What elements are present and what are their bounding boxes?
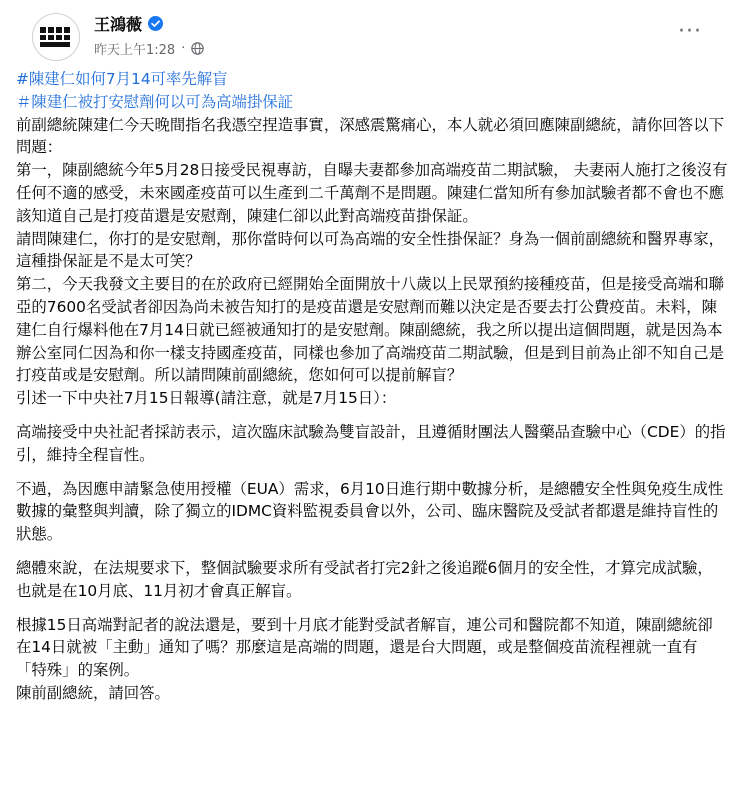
meta-separator: · <box>181 41 186 56</box>
post-meta <box>94 39 204 58</box>
post-header <box>16 0 725 68</box>
post-body <box>16 68 728 705</box>
paragraph-gap <box>16 546 728 557</box>
post-paragraph: 前副總統陳建仁今天晚間指名我憑空捏造事實，深感震驚痛心，本人就必須回應陳副總統，請你回答以下問題： <box>16 115 724 157</box>
author-name[interactable]: 王鴻薇 <box>94 15 143 34</box>
quote-paragraph: 不過，為因應申請緊急使用授權（EUA）需求，6月10日進行期中數據分析，是總體安全性與免疫生成性數據的彙整與判讀，除了獨立的IDMC資料監視委員會以外，公司、臨床醫院及受試者都還是維持盲性的狀態。 <box>16 479 724 544</box>
post-paragraph: 引述一下中央社7月15日報導(請注意，就是7月15日）： <box>16 389 397 408</box>
more-options-button[interactable]: ··· <box>678 18 702 44</box>
quote-paragraph: 根據15日高端對記者的說法還是，要到十月底才能對受試者解盲，連公司和醫院都不知道，陳副總統卻在14日就被「主動」通知了嗎？那麼這是高端的問題，還是台大問題，或是整個疫苗流程裡就一直有「特殊」的案例。 <box>16 615 713 680</box>
avatar-logo-icon <box>39 25 73 49</box>
author-avatar[interactable] <box>32 13 80 61</box>
quote-paragraph: 總體來說，在法規要求下，整個試驗要求所有受試者打完2針之後追蹤6個月的安全性，才算完成試驗，也就是在10月底、11月初才會真正解盲。 <box>16 558 713 600</box>
post-paragraph: 請問陳建仁，你打的是安慰劑，那你當時何以可為高端的安全性掛保証？身為一個前副總統和醫界專家，這種掛保証是不是太可笑？ <box>16 229 724 271</box>
quote-paragraph: 高端接受中央社記者採訪表示，這次臨床試驗為雙盲設計，且遵循財團法人醫藥品查驗中心（CDE）的指引，維持全程盲性。 <box>16 422 726 464</box>
paragraph-gap <box>16 410 728 421</box>
hashtag-link[interactable]: #陳建仁如何7月14可率先解盲 <box>16 70 228 88</box>
post-paragraph: 第一，陳副總統今年5月28日接受民視專訪，自曝夫妻都參加高端疫苗二期試驗， 夫妻兩人施打之後沒有任何不適的感受，未來國產疫苗可以生產到二千萬劑不是問題。陳建仁當知所有參加試驗者都不會也不應該知道自己是打疫苗還是安慰劑，陳建仁卻以此對高端疫苗掛保証。 <box>16 161 728 225</box>
paragraph-gap <box>16 467 728 478</box>
closing-line: 陳前副總統，請回答。 <box>16 683 170 702</box>
globe-icon[interactable] <box>191 42 204 55</box>
author-line <box>94 12 163 35</box>
post-timestamp[interactable]: 昨天上午1:28 <box>94 43 176 58</box>
paragraph-gap <box>16 603 728 614</box>
verified-badge-icon <box>148 16 163 31</box>
hashtag-link[interactable]: ＃陳建仁被打安慰劑何以可為高端掛保証 <box>16 92 294 111</box>
post-paragraph: 第二，今天我發文主要目的在於政府已經開始全面開放十八歲以上民眾預約接種疫苗，但是接受高端和聯亞的7600名受試者卻因為尚未被告知打的是疫苗還是安慰劑而難以決定是否要去打公費疫苗。未料，陳建仁自行爆料他在7月14日就已經被通知打的是安慰劑。陳副總統，我之所以提出這個問題，就是因為本辦公室同仁因為和你一樣支持國產疫苗，同樣也參加了高端疫苗二期試驗，但是到目前為止卻不知自己是打疫苗或是安慰劑。所以請問陳前副總統，您如何可以提前解盲？ <box>16 275 724 385</box>
